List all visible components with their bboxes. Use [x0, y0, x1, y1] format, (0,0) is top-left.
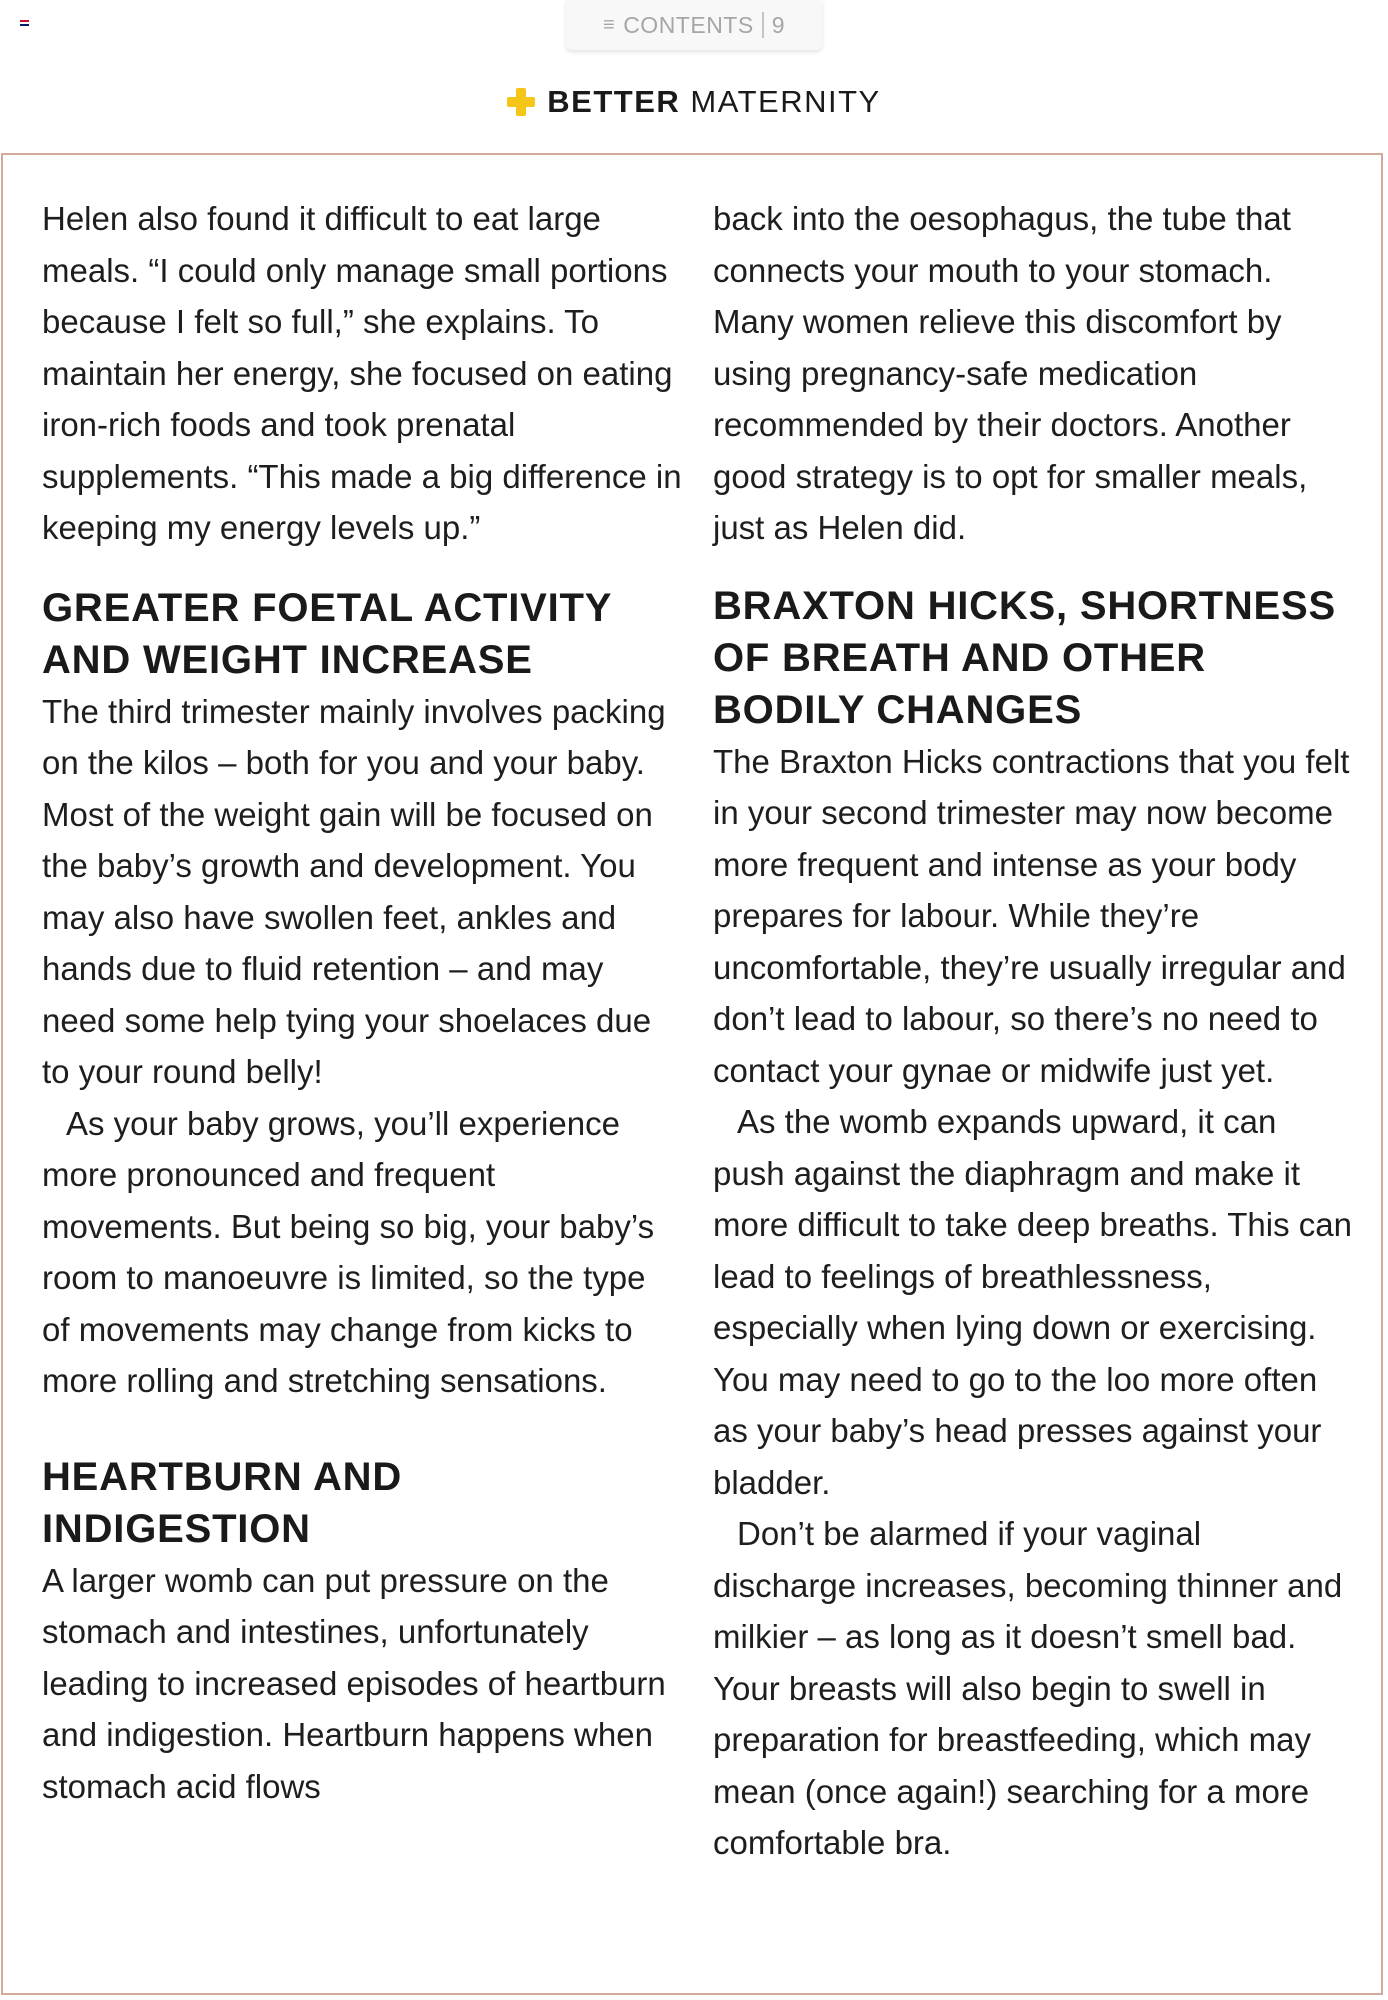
section-heading-heartburn: HEARTBURN AND INDIGESTION: [42, 1454, 403, 1551]
continuation-paragraph: back into the oesophagus, the tube that connects your mouth to your stomach. Many women relieve this discomfort by using pregnancy-safe medication recommended by their doctors. Another good strategy is to opt for smaller meals, just as Helen did.: [713, 200, 1308, 546]
left-column: [42, 193, 682, 1812]
body-paragraph: As the womb expands upward, it can push against the diaphragm and make it more difficult to take deep breaths. This can lead to feelings of breathlessness, especially when lying down or exercising. You may need to go to the loo more often as your baby’s head presses against your bladder.: [713, 1103, 1352, 1501]
section-heading-foetal-activity: GREATER FOETAL ACTIVITY AND WEIGHT INCREASE: [42, 585, 612, 682]
brand-header: [0, 84, 1388, 120]
contents-button[interactable]: [566, 0, 822, 50]
medical-cross-icon: [507, 88, 535, 116]
page-number: 9: [771, 11, 785, 38]
menu-icon: ≡: [603, 13, 616, 36]
body-paragraph: Don’t be alarmed if your vaginal discharge increases, becoming thinner and milkier – as long as it doesn’t smell bad. Your breasts will also begin to swell in preparation for breastfeeding, which may mean (once again!) searching for a more comfortable bra.: [713, 1515, 1343, 1861]
intro-paragraph: Helen also found it difficult to eat large meals. “I could only manage small portions because I felt so full,” she explains. To maintain her energy, she focused on eating iron-rich foods and took prenatal supplements. “This made a big difference in keeping my energy levels up.”: [42, 200, 682, 546]
body-paragraph: As your baby grows, you’ll experience more pronounced and frequent movements. But being so big, your baby’s room to manoeuvre is limited, so the type of movements may change from kicks to more rolling and stretching sensations.: [42, 1104, 655, 1399]
brand-name-regular: MATERNITY: [690, 84, 881, 119]
brand-name-bold: BETTER: [547, 84, 681, 119]
contents-label: CONTENTS: [623, 11, 754, 38]
language-flag-icon[interactable]: [20, 20, 29, 26]
right-column: [713, 193, 1353, 1869]
body-paragraph: The third trimester mainly involves packing on the kilos – both for you and your baby. Most of the weight gain will be focused on the baby’s growth and development. You may also have swollen feet, ankles and hands due to fluid retention – and may need some help tying your shoelaces due to your round belly!: [42, 692, 666, 1090]
section-heading-braxton-hicks: BRAXTON HICKS, SHORTNESS OF BREATH AND OTHER BODILY CHANGES: [713, 583, 1336, 732]
body-paragraph: A larger womb can put pressure on the stomach and intestines, unfortunately leading to increased episodes of heartburn and indigestion. Heartburn happens when stomach acid flows: [42, 1561, 666, 1805]
body-paragraph: The Braxton Hicks contractions that you felt in your second trimester may now become more frequent and intense as your body prepares for labour. While they’re uncomfortable, they’re usually irregular and don’t lead to labour, so there’s no need to contact your gynae or midwife just yet.: [713, 742, 1350, 1089]
divider: [762, 12, 764, 38]
